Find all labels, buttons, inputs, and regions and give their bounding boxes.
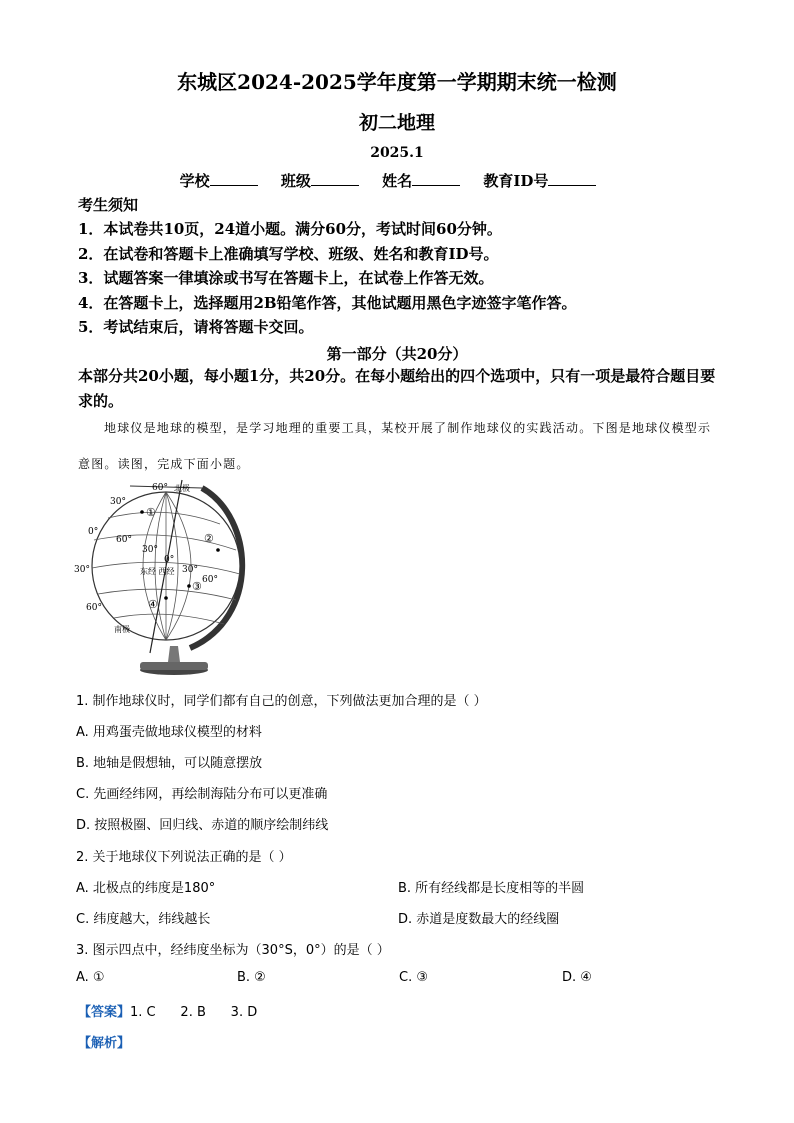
- q2-option-d[interactable]: D. 赤道是度数最大的经线圈: [398, 912, 560, 927]
- q1-option-b[interactable]: B. 地轴是假想轴，可以随意摆放: [76, 756, 263, 771]
- lon-60-label: 60°: [116, 535, 132, 545]
- north-pole-label: 北极: [174, 484, 190, 493]
- q3-option-c[interactable]: C. ③: [399, 970, 428, 985]
- analysis-tag: 【解析】: [78, 1036, 131, 1051]
- lon-30e-label: 30°: [182, 565, 198, 575]
- q2-option-b[interactable]: B. 所有经线都是长度相等的半圆: [398, 881, 585, 896]
- q1-option-d[interactable]: D. 按照极圈、回归线、赤道的顺序绘制纬线: [76, 818, 329, 833]
- question-1-stem: 1. 制作地球仪时，同学们都有自己的创意，下列做法更加合理的是（ ）: [76, 694, 487, 709]
- point-3-label: ③: [192, 580, 202, 593]
- answer-tag: 【答案】: [78, 1005, 131, 1020]
- point-1-label: ①: [146, 506, 156, 519]
- notice-heading: 考生须知: [78, 196, 139, 214]
- q3-option-a[interactable]: A. ①: [76, 970, 105, 985]
- q1-option-c[interactable]: C. 先画经纬网，再绘制海陆分布可以更准确: [76, 787, 328, 802]
- id-label: 教育ID号: [483, 172, 549, 190]
- prime-meridian-label: 东经 西经: [140, 567, 175, 576]
- section-description: 本部分共20小题，每小题1分，共20分。在每小题给出的四个选项中，只有一项是最符合题目要求的。: [78, 367, 716, 410]
- q2-option-c[interactable]: C. 纬度越大，纬线越长: [76, 912, 211, 927]
- question-3-stem: 3. 图示四点中，经纬度坐标为（30°S，0°）的是（ ）: [76, 943, 390, 958]
- lat-30-label: 30°: [110, 497, 126, 507]
- id-blank: [548, 171, 596, 186]
- school-blank: [210, 171, 258, 186]
- lon-30-label: 30°: [142, 545, 158, 555]
- question-intro: 地球仪是地球的模型，是学习地理的重要工具，某校开展了制作地球仪的实践活动。下图是地球仪模型示意图。读图，完成下面小题。: [78, 421, 712, 471]
- q3-option-b[interactable]: B. ②: [237, 970, 266, 985]
- globe-base-top: [140, 662, 208, 670]
- analysis-line: [78, 1032, 130, 1051]
- q3-option-d[interactable]: D. ④: [562, 970, 592, 985]
- name-label: 姓名: [382, 172, 413, 190]
- exam-date: 2025.1: [370, 145, 424, 161]
- q2-option-a[interactable]: A. 北极点的纬度是180°: [76, 881, 216, 896]
- notice-item: 2．在试卷和答题卡上准确填写学校、班级、姓名和教育ID号。: [78, 245, 499, 263]
- school-label: 学校: [179, 172, 210, 190]
- exam-title: 东城区2024-2025学年度第一学期期末统一检测: [177, 70, 617, 94]
- globe-stand: [168, 646, 180, 662]
- notice-item: 3．试题答案一律填涂或书写在答题卡上，在试卷上作答无效。: [78, 269, 494, 287]
- point-4-label: ④: [148, 598, 158, 611]
- answer-line: [78, 1001, 257, 1020]
- lon-60e-label: 60°: [202, 575, 218, 585]
- name-blank: [412, 171, 460, 186]
- exam-subject: 初二地理: [358, 112, 435, 134]
- lon-0-label: 0°: [164, 555, 175, 565]
- lat-30s-label: 30°: [74, 565, 90, 575]
- lat-0-label: 0°: [88, 527, 99, 537]
- globe-diagram: [70, 478, 250, 678]
- answer-text: 1. C 2. B 3. D: [130, 1005, 258, 1020]
- notice-item: 5．考试结束后，请将答题卡交回。: [78, 318, 314, 336]
- class-label: 班级: [280, 172, 311, 190]
- south-pole-label: 南极: [114, 625, 130, 634]
- section-title: 第一部分（共20分）: [326, 345, 468, 363]
- lat-60-label: 60°: [152, 483, 168, 493]
- notice-item: 4．在答题卡上，选择题用2B铅笔作答，其他试题用黑色字迹签字笔作答。: [78, 294, 577, 312]
- question-2-stem: 2. 关于地球仪下列说法正确的是（ ）: [76, 850, 292, 865]
- class-blank: [311, 171, 359, 186]
- lat-60s-label: 60°: [86, 603, 102, 613]
- notice-item: 1．本试卷共10页，24道小题。满分60分，考试时间60分钟。: [78, 220, 502, 238]
- point-2-label: ②: [204, 532, 214, 545]
- q1-option-a[interactable]: A. 用鸡蛋壳做地球仪模型的材料: [76, 725, 262, 740]
- student-info-line: [0, 170, 794, 191]
